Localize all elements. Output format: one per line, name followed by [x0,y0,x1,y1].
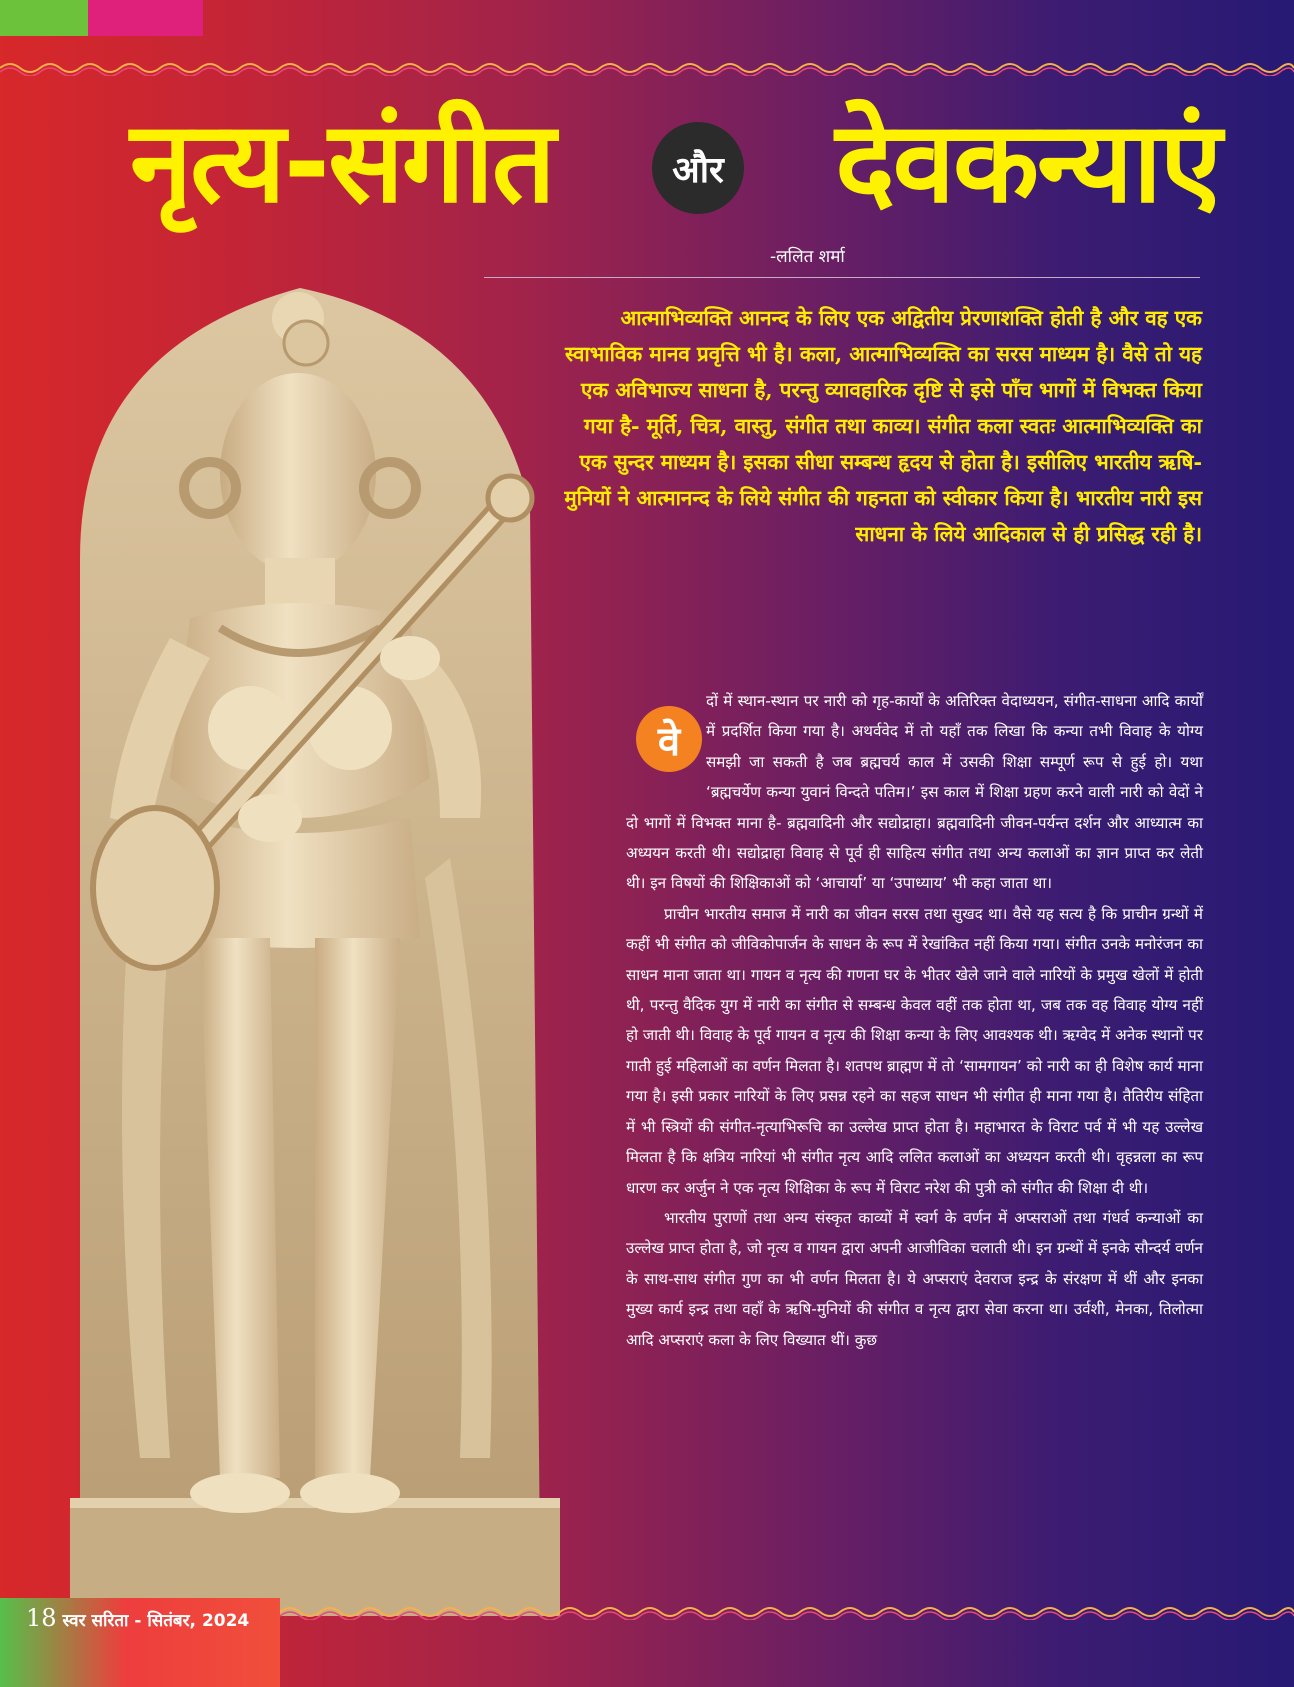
article-body [626,686,1203,1355]
title-left: नृत्य-संगीत [130,98,554,228]
corner-tab-pink [88,0,203,36]
title-conjunction-badge: और [652,122,744,214]
intro-text: आत्माभिव्यक्ति आनन्द के लिए एक अद्वितीय प्रेरणाशक्ति होती है और वह एक स्वाभाविक मानव प्रवृत्ति भी है। कला, आत्माभिव्यक्ति का सरस माध्यम है। वैसे तो यह एक अविभाज्य साधना है, परन्तु व्यावहारिक दृष्टि से इसे पाँच भागों में विभक्त किया गया है- मूर्ति, चित्र, वास्तु, संगीत तथा काव्य। संगीत कला स्वतः आत्माभिव्यक्ति का एक सुन्दर माध्यम है। इसका सीधा सम्बन्ध हृदय से होता है। इसीलिए भारतीय ऋषि-मुनियों ने आत्मानन्द के लिये संगीत की गहनता को स्वीकार किया है। भारतीय नारी इस साधना के लिये आदिकाल से ही प्रसिद्ध रही है। [564,306,1202,546]
intro-paragraph [560,300,1202,552]
decorative-wave-top [0,60,1294,76]
footer [26,1604,249,1632]
corner-tab-green [0,0,88,36]
body-paragraph-2: प्राचीन भारतीय समाज में नारी का जीवन सरस तथा सुखद था। वैसे यह सत्य है कि प्राचीन ग्रन्थों में कहीं भी संगीत को जीविकोपार्जन के साधन के रूप में रेखांकित नहीं किया गया। संगीत उनके मनोरंजन का साधन माना जाता था। गायन व नृत्य की गणना घर के भीतर खेले जाने वाले नारियों के प्रमुख खेलों में होती थी, परन्तु वैदिक युग में नारी का संगीत से सम्बन्ध केवल वहीं तक होता था, जब तक वह विवाह योग्य नहीं हो जाती थी। विवाह के पूर्व गायन व नृत्य की शिक्षा कन्या के लिए आवश्यक थी। ऋग्वेद में अनेक स्थानों पर गाती हुई महिलाओं का वर्णन मिलता है। शतपथ ब्राह्मण में तो ‘सामगायन’ को नारी का ही विशेष कार्य माना गया है। इसी प्रकार नारियों के लिए प्रसन्न रहने का सहज साधन भी संगीत ही माना गया है। तैतिरीय संहिता में भी स्त्रियों की संगीत-नृत्याभिरूचि का उल्लेख प्राप्त होता है। महाभारत के विराट पर्व में भी यह उल्लेख मिलता है कि क्षत्रिय नारियां भी संगीत नृत्य आदि ललित कलाओं का अध्ययन करती थी। वृहन्नला का रूप धारण कर अर्जुन ने एक नृत्य शिक्षिका के रूप में विराट नरेश की पुत्री को संगीत की शिक्षा दी थी। [626,904,1203,1197]
title-right: देवकन्याएं [835,98,1220,228]
magazine-issue: स्वर सरिता - सितंबर, 2024 [62,1611,250,1631]
page-title [110,88,1220,238]
statue-image [70,258,590,1616]
author-divider [484,277,1200,278]
dropcap-letter: वे [636,706,702,772]
page-number: 18 [26,1604,57,1632]
author-byline: -ललित शर्मा [770,247,845,267]
body-paragraph-1: दों में स्थान-स्थान पर नारी को गृह-कार्यों के अतिरिक्त वेदाध्ययन, संगीत-साधना आदि कार्यों में प्रदर्शित किया गया है। अथर्ववेद में तो यहाँ तक लिखा कि कन्या तभी विवाह के योग्य समझी जा सकती है जब ब्रह्मचर्य काल में उसकी शिक्षा सम्पूर्ण रूप से हुई हो। यथा ‘ब्रह्मचर्येण कन्या युवानं विन्दते पतिम।’ इस काल में शिक्षा ग्रहण करने वाली नारी को वेदों ने दो भागों में विभक्त माना है- ब्रह्मवादिनी और सद्योद्राहा। ब्रह्मवादिनी जीवन-पर्यन्त दर्शन और आध्यात्म का अध्ययन करती थी। सद्योद्राहा विवाह से पूर्व ही साहित्य संगीत तथा अन्य कलाओं का ज्ञान प्राप्त कर लेती थी। इन विषयों की शिक्षिकाओं को ‘आचार्या’ या ‘उपाध्याय’ भी कहा जाता था। [626,692,1203,893]
body-paragraph-3: भारतीय पुराणों तथा अन्य संस्कृत काव्यों में स्वर्ग के वर्णन में अप्सराओं तथा गंधर्व कन्याओं का उल्लेख प्राप्त होता है, जो नृत्य व गायन द्वारा अपनी आजीविका चलाती थी। इन ग्रन्थों में इनके सौन्दर्य वर्णन के साथ-साथ संगीत गुण का भी वर्णन मिलता है। ये अप्सराएं देवराज इन्द्र के संरक्षण में थीं और इनका मुख्य कार्य इन्द्र तथा वहाँ के ऋषि-मुनियों की संगीत व नृत्य द्वारा सेवा करना था। उर्वशी, मेनका, तिलोत्मा आदि अप्सराएं कला के लिए विख्यात थीं। कुछ [626,1208,1203,1349]
